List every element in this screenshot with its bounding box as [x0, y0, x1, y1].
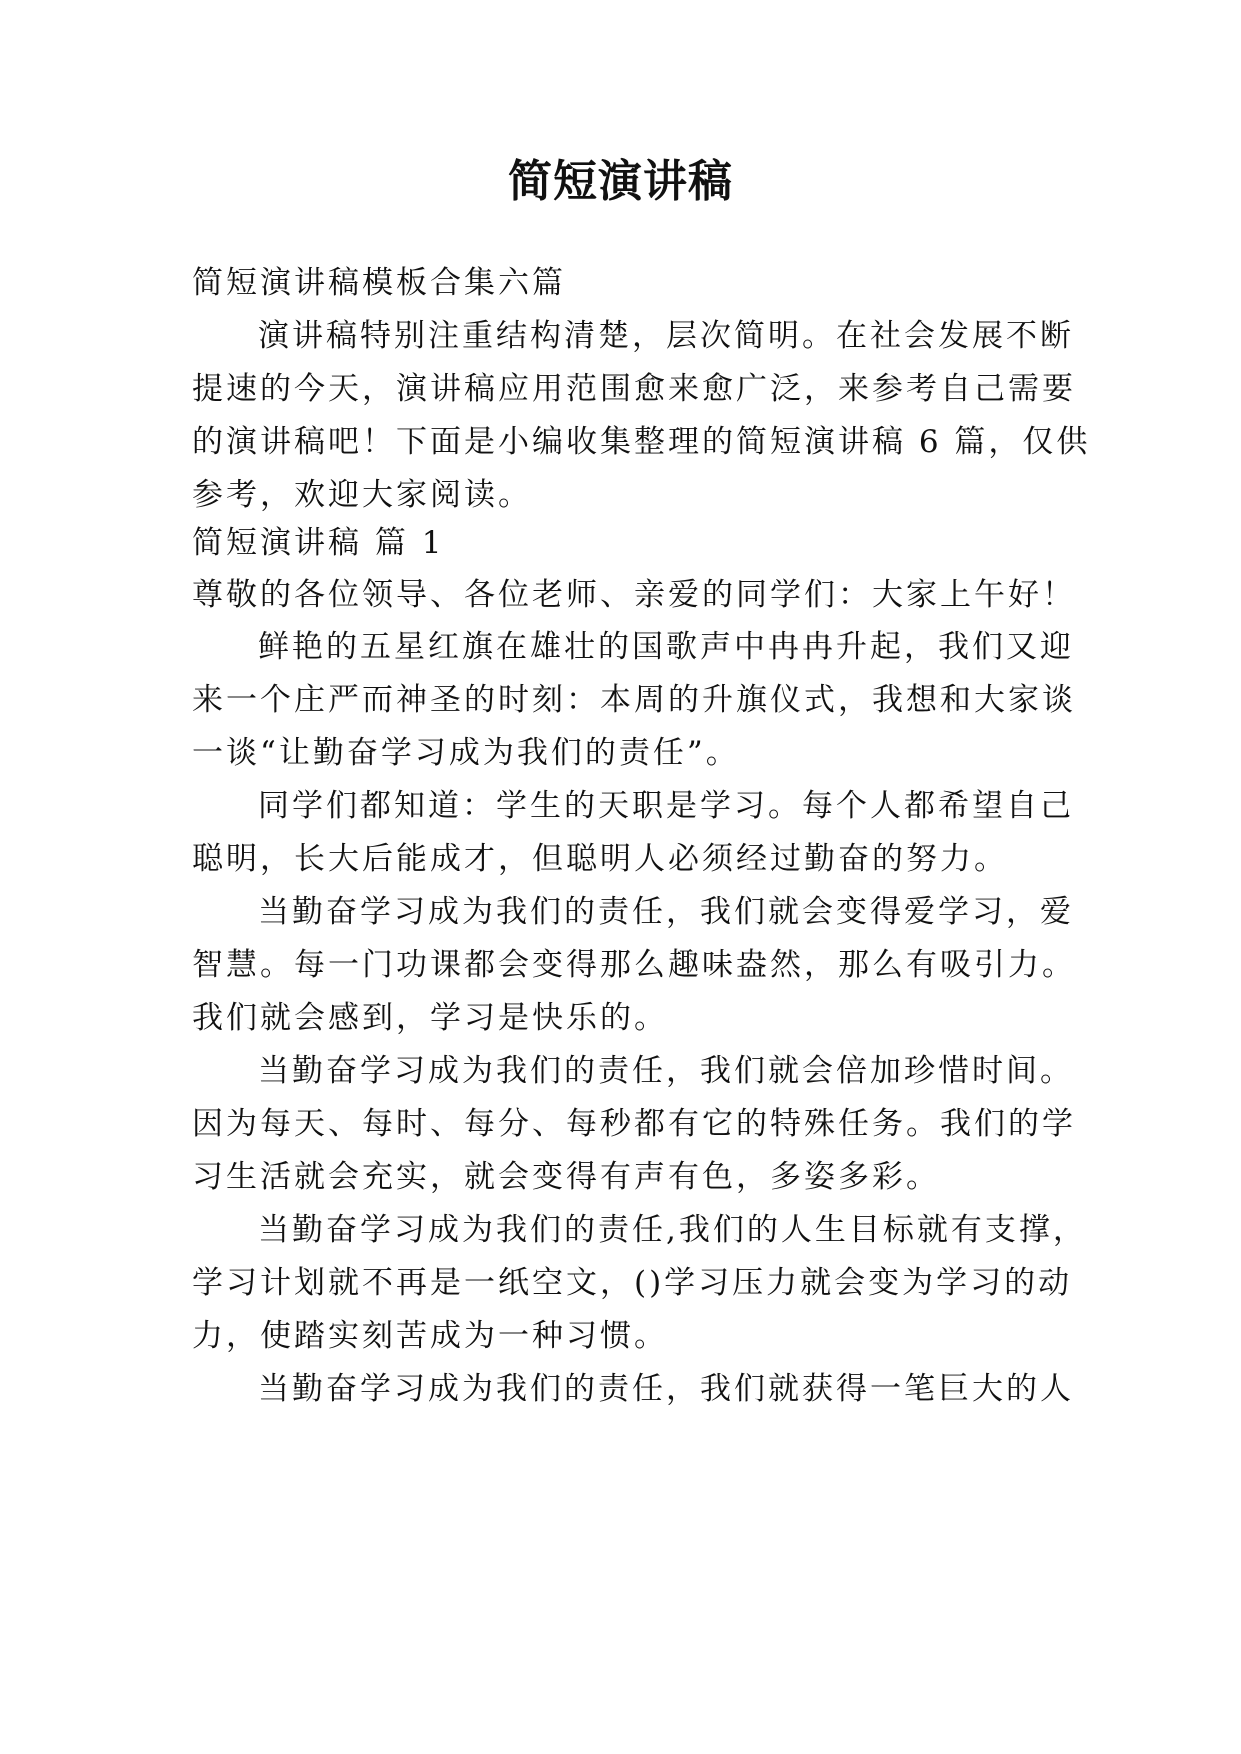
text-line: 鲜艳的五星红旗在雄壮的国歌声中冉冉升起，我们又迎	[258, 629, 1074, 665]
page-title: 简短演讲稿	[508, 156, 733, 207]
text-line: 聪明，长大后能成才，但聪明人必须经过勤奋的努力。	[192, 841, 1008, 877]
text-line: 参考，欢迎大家阅读。	[192, 477, 532, 513]
text-line: 一谈“让勤奋学习成为我们的责任”。	[192, 735, 740, 771]
text-line: 当勤奋学习成为我们的责任，我们就会倍加珍惜时间。	[258, 1053, 1074, 1089]
text-line: 力，使踏实刻苦成为一种习惯。	[192, 1318, 668, 1354]
text-line: 尊敬的各位领导、各位老师、亲爱的同学们：大家上午好！	[192, 577, 1076, 613]
section-heading: 简短演讲稿 篇 1	[192, 525, 445, 561]
text-line: 同学们都知道：学生的天职是学习。每个人都希望自己	[258, 788, 1074, 824]
text-line: 演讲稿特别注重结构清楚，层次简明。在社会发展不断	[258, 318, 1074, 354]
text-line: 来一个庄严而神圣的时刻：本周的升旗仪式，我想和大家谈	[192, 682, 1076, 718]
text-line: 当勤奋学习成为我们的责任,我们的人生目标就有支撑，	[258, 1212, 1087, 1248]
text-line: 的演讲稿吧！下面是小编收集整理的简短演讲稿 6 篇，仅供	[192, 424, 1091, 460]
text-line: 我们就会感到，学习是快乐的。	[192, 1000, 668, 1036]
text-line: 学习计划就不再是一纸空文，()学习压力就会变为学习的动	[192, 1265, 1073, 1301]
text-line: 习生活就会充实，就会变得有声有色，多姿多彩。	[192, 1159, 940, 1195]
text-line: 当勤奋学习成为我们的责任，我们就会变得爱学习，爱	[258, 894, 1074, 930]
text-line: 提速的今天，演讲稿应用范围愈来愈广泛，来参考自己需要	[192, 371, 1076, 407]
text-line: 智慧。每一门功课都会变得那么趣味盎然，那么有吸引力。	[192, 947, 1076, 983]
text-line: 因为每天、每时、每分、每秒都有它的特殊任务。我们的学	[192, 1106, 1076, 1142]
text-line: 当勤奋学习成为我们的责任，我们就获得一笔巨大的人	[258, 1371, 1074, 1407]
document-subtitle: 简短演讲稿模板合集六篇	[192, 265, 566, 301]
